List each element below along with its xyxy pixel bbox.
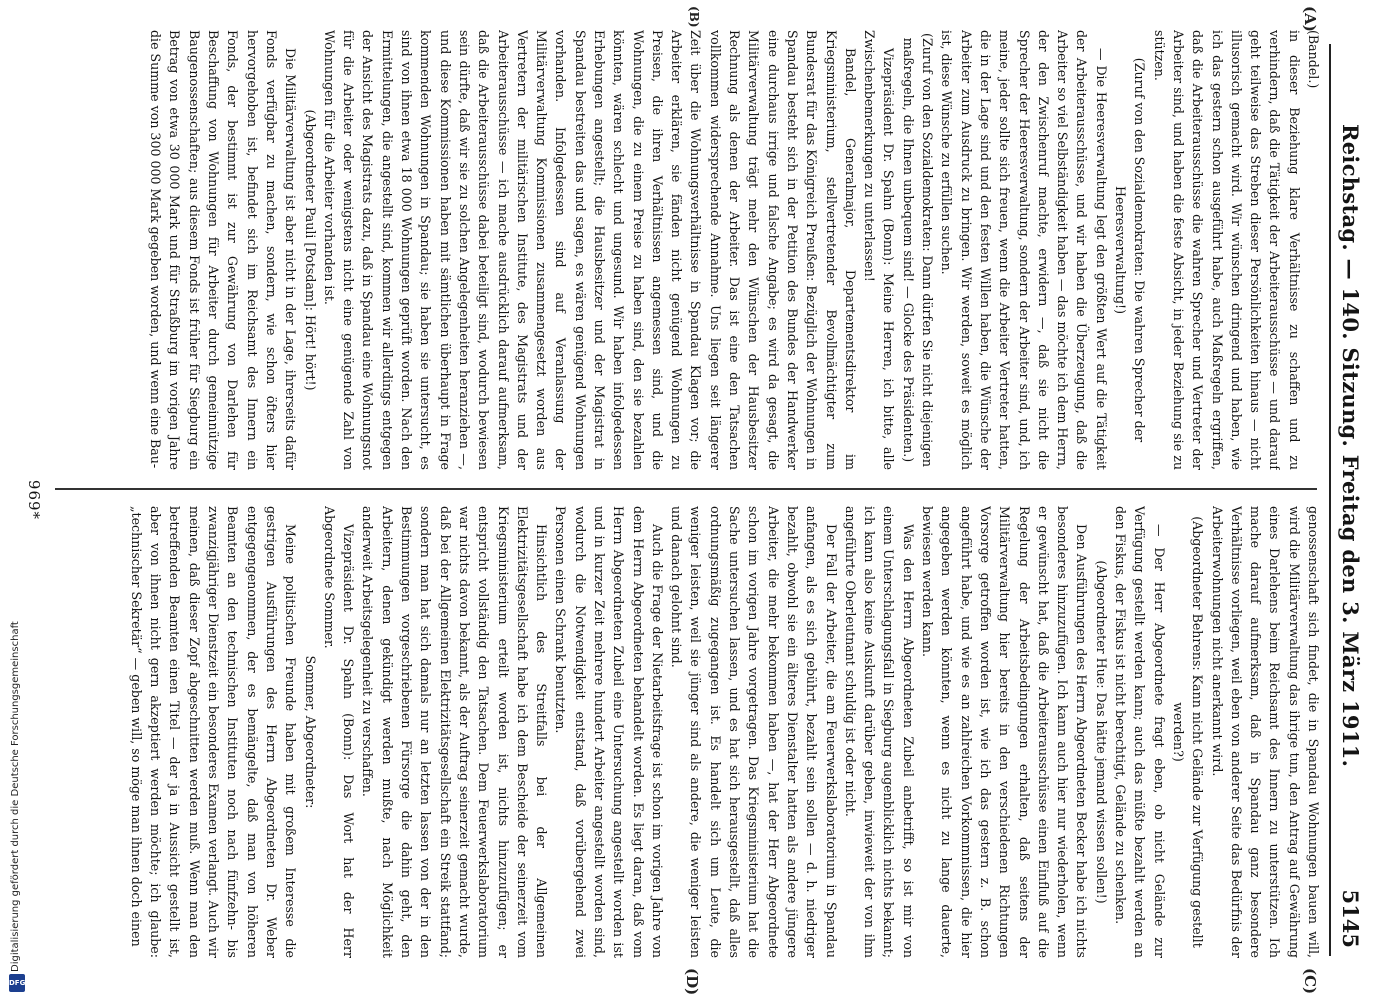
paragraph: Die Militärverwaltung ist aber nicht in der Lage, ihrerseits dafür Fonds verfügbar zu machen, sondern, wie schon öfters hier hervorgehoben ist, befindet sich im Reichsamt des Innern ein Fonds, der bestimmt ist zur Gewährung von Darlehen für Beschaffung von Wohnungen für Arbeiter durch gemeinnützige Baugenossenschaften; aus diesem Fonds ist früher für Siegburg ein Betrag von etwa 30 000 Mark und für Straßburg im vorigen Jahre die Summe von 300 000 Mark gegeben worden, und wenn eine Bau- xyxy=(148,30,299,470)
column-divider xyxy=(55,488,1317,490)
page-number: 5145 xyxy=(1338,889,1363,948)
digitization-credit xyxy=(8,600,28,992)
page-footer: 969* xyxy=(25,479,43,521)
paragraph: (Abgeordneter Hue: Das hätte jemand wissen sollen!) xyxy=(1093,560,1109,904)
paragraph: Vizepräsident Dr. Spahn (Bonn): Das Wort hat der Herr Abgeordnete Sommer. xyxy=(321,506,357,958)
paragraph: genossenschaft sich findet, die in Spandau Wohnungen bauen will, wird die Militärverwaltung das ihrige tun, den Antrag auf Gewährung eines Darlehens beim Reichsamt des Innern zu unterstützen. Ich mache darauf aufmerksam, daß in Spandau ganz besondere Verhältnisse vorliegen, weil eben von anderer Seite das Bedürfnis der Arbeiterwohnungen nicht anerkannt wird. xyxy=(1209,506,1321,958)
paragraph: in dieser Beziehung klare Verhältnisse zu schaffen und zu verhindern, daß die Tätigkeit der Arbeiterausschüsse — und darauf geht teilweise das Streben dieser Persönlichkeiten hinaus — nicht illusorisch gemacht wird. Wir wünschen dringend und haben, wie ich das gestern schon ausgeführt habe, auch Maßregeln ergriffen, daß die Arbeiterausschüsse die wahren Sprecher und Vertreter der Arbeiter sind, und haben die feste Absicht, in jeder Beziehung sie zu stützen. xyxy=(1151,30,1302,470)
paragraph: (Bandel.) xyxy=(1306,30,1321,89)
right-column xyxy=(71,506,1323,958)
paragraph: — Die Heeresverwaltung legt den größten Wert auf die Tätigkeit der Arbeiterausschüsse, und wir haben die Überzeugung, daß die Arbeiter so viel Selbständigkeit haben — das möchte ich dem Herrn, der den Zwischenruf machte, erwidern —, daß sie nicht die Sprecher der Heeresverwaltung, sondern der Arbeiter sind, und, ich meine, jeder sollte sich freuen, wenn die Arbeiter Vertreter hatten, die in der Lage sind und den festen Willen haben, die Wünsche der Arbeiter zum Ausdruck zu bringen. Wir werden, soweit es möglich ist, diese Wünsche zu erfüllen suchen. xyxy=(939,30,1109,470)
paragraph: Meine politischen Freunde haben mit großem Interesse die gestrigen Ausführungen des Herrn Abgeordneten Dr. Weber entgegengenommen, der es bemängelte, daß man von höheren Beamten an den technischen Instituten noch nach fünfzehn- bis zwanzigjähriger Dienstzeit ein besonderes Examen verlangt. Auch wir meinen, daß dieser Zopf abgeschnitten werden muß. Wenn man den betreffenden Beamten einen Titel — der ja in Aussicht gestellt ist, aber von ihnen nicht gern akzeptiert werden möchte; ich glaube: „technischer Sekretär“ — geben will, so möge man ihnen doch einen xyxy=(128,506,299,958)
paragraph: Sommer, Abgeordneter: xyxy=(302,655,318,809)
paragraph: Hinsichtlich des Streitfalls bei der Allgemeinen Elektrizitätsgesellschaft habe ich dem Bescheide der seinerzeit vom Kriegsministerium erteilt worden ist, nichts hinzuzufügen; er entspricht vollständig den Tatsachen. Dem Feuerwerkslaboratorium war nichts davon bekannt, als der Auftrag seinerzeit gemacht wurde, daß bei der Allgemeinen Elektrizitätsgesellschaft ein Streik stattfand; sondern man hat sich damals nur an letzten lassen von der in den Bestimmungen vorgeschriebenen Fürsorge die dahin geht, den Arbeitern, denen gekündigt werden mußte, nach Möglichkeit anderweit Arbeitsgelegenheit zu verschaffen. xyxy=(360,506,550,958)
margin-mark-a: (A) xyxy=(1301,6,1319,32)
paragraph: Bandel, Generalmajor, Departementsdirektor im Kriegsministerium, stellvertretender Bevollmächtigter zum Bundesrat für das Königreich Preußen: Bezüglich der Wohnungen in Spandau besteht sich in der Petition des Bundes der Handwerker eine durchaus irrige und falsche Angabe; es wird da gesagt, die Militärverwaltung trägt mehr den Wünschen der Hausbesitzer Rechnung als denen der Arbeiter. Das ist eine den Tatsachen vollkommen widersprechende Annahme. Uns liegen seit längerer Zeit über die Wohnungsverhältnisse in Spandau Klagen vor; die Arbeiter erklären, sie fänden nicht genügend Wohnungen zu Preisen, die ihren Verhältnissen angemessen sind, und die Wohnungen, die zu einem Preise zu haben sind, den sie bezahlen könnten, wären schlecht und ungesund. Wir haben infolgedessen Erhebungen angestellt; die Hausbesitzer und der Magistrat in Spandau bestreiten das und sagen, es wären genügend Wohnungen vorhanden. Infolgedessen sind auf Veranlassung der Militärverwaltung Kommissionen zusammengesetzt worden aus Vertretern der militärischen Institute, des Magistrats und der Arbeiterausschüsse — ich mache ausdrücklich darauf aufmerksam, daß die Arbeiterausschüsse dabei beteiligt sind, wodurch bewiesen sein dürfte, daß wir sie zu solchen Angelegenheiten heranziehen —, und diese Kommissionen haben mit sämtlichen überhaupt in Frage kommenden Wohnungen in Spandau; sie haben sie untersucht, es sind von ihnen etwa 18 000 Wohnungen geprüft worden. Nach den Ermittelungen, die angestellt sind, kommen wir allerdings entgegen der Ansicht des Magistrats dazu, daß in Spandau eine Wohnungsnot für die Arbeiter oder wenigstens nicht eine genügende Zahl von Wohnungen für die Arbeiter vorhanden ist. xyxy=(321,30,858,470)
paragraph: Vizepräsident Dr. Spahn (Bonn): Meine Herren, ich bitte, alle Zwischenbemerkungen zu unterlassen! xyxy=(862,30,897,470)
paragraph: Den Ausführungen des Herrn Abgeordneten Becker habe ich nichts besonderes hinzuzufügen. Ich kann auch hier nur wiederholen, wenn er gewünscht hat, daß die Arbeiterausschüsse einen Einfluß auf die Regelung der Arbeitsbedingungen erhalten, daß seitens der Militärverwaltung hier bereits in den verschiedenen Richtungen Vorsorge getroffen worden ist, wie ich das gestern z. B. schon angeführt habe, und wie es an zahlreichen Vorkommnissen, die hier angegeben werden könnten, wenn es nicht zu lange dauerte, bewiesen werden kann. xyxy=(920,506,1090,958)
paragraph: Der Fall der Arbeiter, die am Feuerwerkslaboratorium in Spandau anfangen, als es sich gebührt, bezahlt sein sollen — d. h. niedriger bezahlt, obwohl sie ein älteres Dienstalter hatten als andere jüngere Arbeiter, die mehr bekommen haben —, hat der Herr Abgeordnete schon im vorigen Jahre vorgetragen. Das Kriegsministerium hat die Sache untersuchen lassen, und es hat sich herausgestellt, daß alles ordnungsmäßig zugegangen ist. Es handelt sich um Leute, die weniger leisten, weil sie jünger sind als andere, die weniger leisten und danach gelohnt sind. xyxy=(669,506,839,958)
running-title: Reichstag. — 140. Sitzung. Freitag den 3. März 1911. xyxy=(1338,124,1363,768)
dfg-logo-icon: DFG xyxy=(9,974,25,992)
paragraph: Auch die Frage der Nietarbeitsfrage ist schon im vorigen Jahre von dem Herrn Abgeordneten behandelt worden. Es liegt daran, daß vom Herrn Abgeordneten Zubeil eine Untersuchung angestellt worden ist und in kurzer Zeit mehrere hundert Arbeiter angestellt worden sind, wodurch die Notwendigkeit entstand, daß vorübergehend zwei Personen einen Schrank benutzten. xyxy=(553,506,665,958)
page-header xyxy=(1329,44,1365,956)
paragraph: (Zuruf von den Sozialdemokraten: Die wahren Sprecher der Heeresverwaltung!) xyxy=(1113,57,1148,443)
paragraph: Was den Herrn Abgeordneten Zubeil anbetrifft, so ist mir von einem Unterschlagungsfall in Siegburg augenblicklich nichts bekannt; ich kann also keine Auskunft darüber geben, inwieweit der von ihm angeführte Oberleutnant schuldig ist oder nicht. xyxy=(842,506,916,958)
paragraph: — Der Herr Abgeordnete fragt eben, ob nicht Gelände zur Verfügung gestellt werden kann; auch das müßte bezahlt werden an den Fiskus, der Fiskus ist nicht berechtigt, Gelände zu schenken. xyxy=(1113,506,1167,958)
paragraph: (Zuruf von den Sozialdemokraten: Dann dürfen Sie nicht diejenigen maßregeln, die Ihnen unbequem sind! — Glocke des Präsidenten.) xyxy=(900,33,936,467)
credit-text: Digitalisierung gefördert durch die Deutsche Forschungsgemeinschaft xyxy=(10,621,21,972)
margin-mark-c: (C) xyxy=(1301,968,1319,995)
margin-mark-b: (B) xyxy=(687,6,701,28)
left-column xyxy=(71,30,1323,470)
paragraph: (Abgeordneter Behrens: Kann nicht Gelände zur Verfügung gestellt werden?) xyxy=(1170,516,1206,948)
margin-mark-d: (D) xyxy=(683,968,701,996)
paragraph: (Abgeordneter Pauli [Potsdam]: Hört! hört!) xyxy=(302,109,318,391)
